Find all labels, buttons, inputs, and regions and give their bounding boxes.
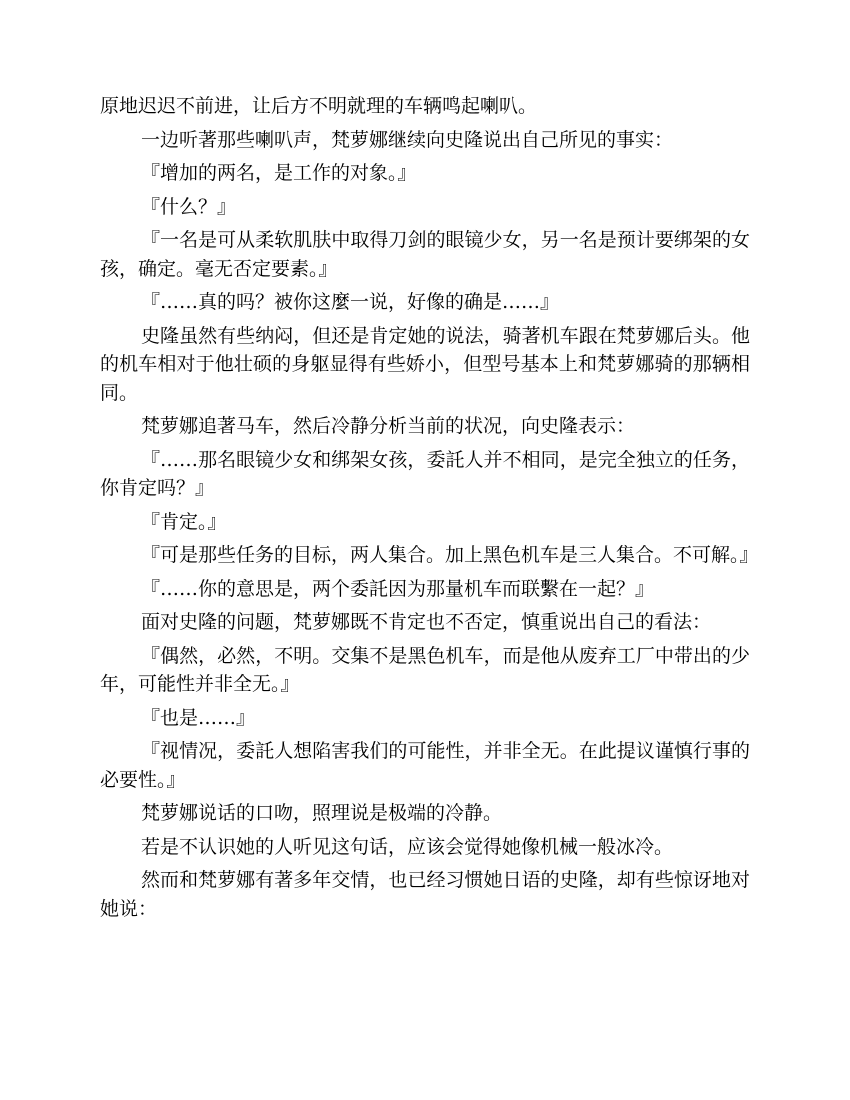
paragraph: 『增加的两名，是工作的对象。』 [141, 162, 417, 184]
paragraph: 梵萝娜说话的口吻，照理说是极端的冷静。 [141, 802, 503, 824]
paragraph: 然而和梵萝娜有著多年交情，也已经习惯她日语的史隆，却有些惊讶地对她说： [100, 869, 750, 920]
paragraph: 『可是那些任务的目标，两人集合。加上黑色机车是三人集合。不可解。』 [141, 544, 759, 566]
paragraph: 『偶然，必然，不明。交集不是黑色机车，而是他从废弃工厂中带出的少年，可能性并非全无。』 [100, 644, 750, 695]
paragraph: 梵萝娜追著马车，然后冷静分析当前的状况，向史隆表示： [141, 415, 636, 437]
document-page [100, 92, 759, 928]
paragraph: 『一名是可从柔软肌肤中取得刀剑的眼镜少女，另一名是预计要绑架的女孩，确定。毫无否定要素。』 [100, 229, 750, 280]
paragraph: 若是不认识她的人听见这句话，应该会觉得她像机械一般冰冷。 [141, 835, 674, 858]
paragraph: 面对史隆的问题，梵萝娜既不肯定也不否定，慎重说出自己的看法： [141, 611, 712, 633]
paragraph: 『视情况，委託人想陷害我们的可能性，并非全无。在此提议谨慎行事的必要性。』 [100, 740, 750, 791]
paragraph: 『什么？』 [141, 195, 237, 218]
paragraph: 『……你的意思是，两个委託因为那量机车而联繫在一起？』 [141, 577, 655, 600]
paragraph: 一边听著那些喇叭声，梵萝娜继续向史隆说出自己所见的事实： [141, 128, 674, 151]
paragraph: 史隆虽然有些纳闷，但还是肯定她的说法，骑著机车跟在梵萝娜后头。他的机车相对于他壮硕的身躯显得有些娇小，但型号基本上和梵萝娜骑的那辆相同。 [100, 324, 750, 404]
paragraph: 原地迟迟不前进，让后方不明就理的车辆鸣起喇叭。 [100, 95, 538, 117]
paragraph: 『也是……』 [141, 706, 256, 729]
paragraph: 『肯定。』 [141, 510, 227, 533]
paragraph: 『……真的吗？被你这麼一说，好像的确是……』 [141, 291, 560, 313]
paragraph: 『……那名眼镜少女和绑架女孩，委託人并不相同，是完全独立的任务，你肯定吗？』 [100, 448, 750, 499]
